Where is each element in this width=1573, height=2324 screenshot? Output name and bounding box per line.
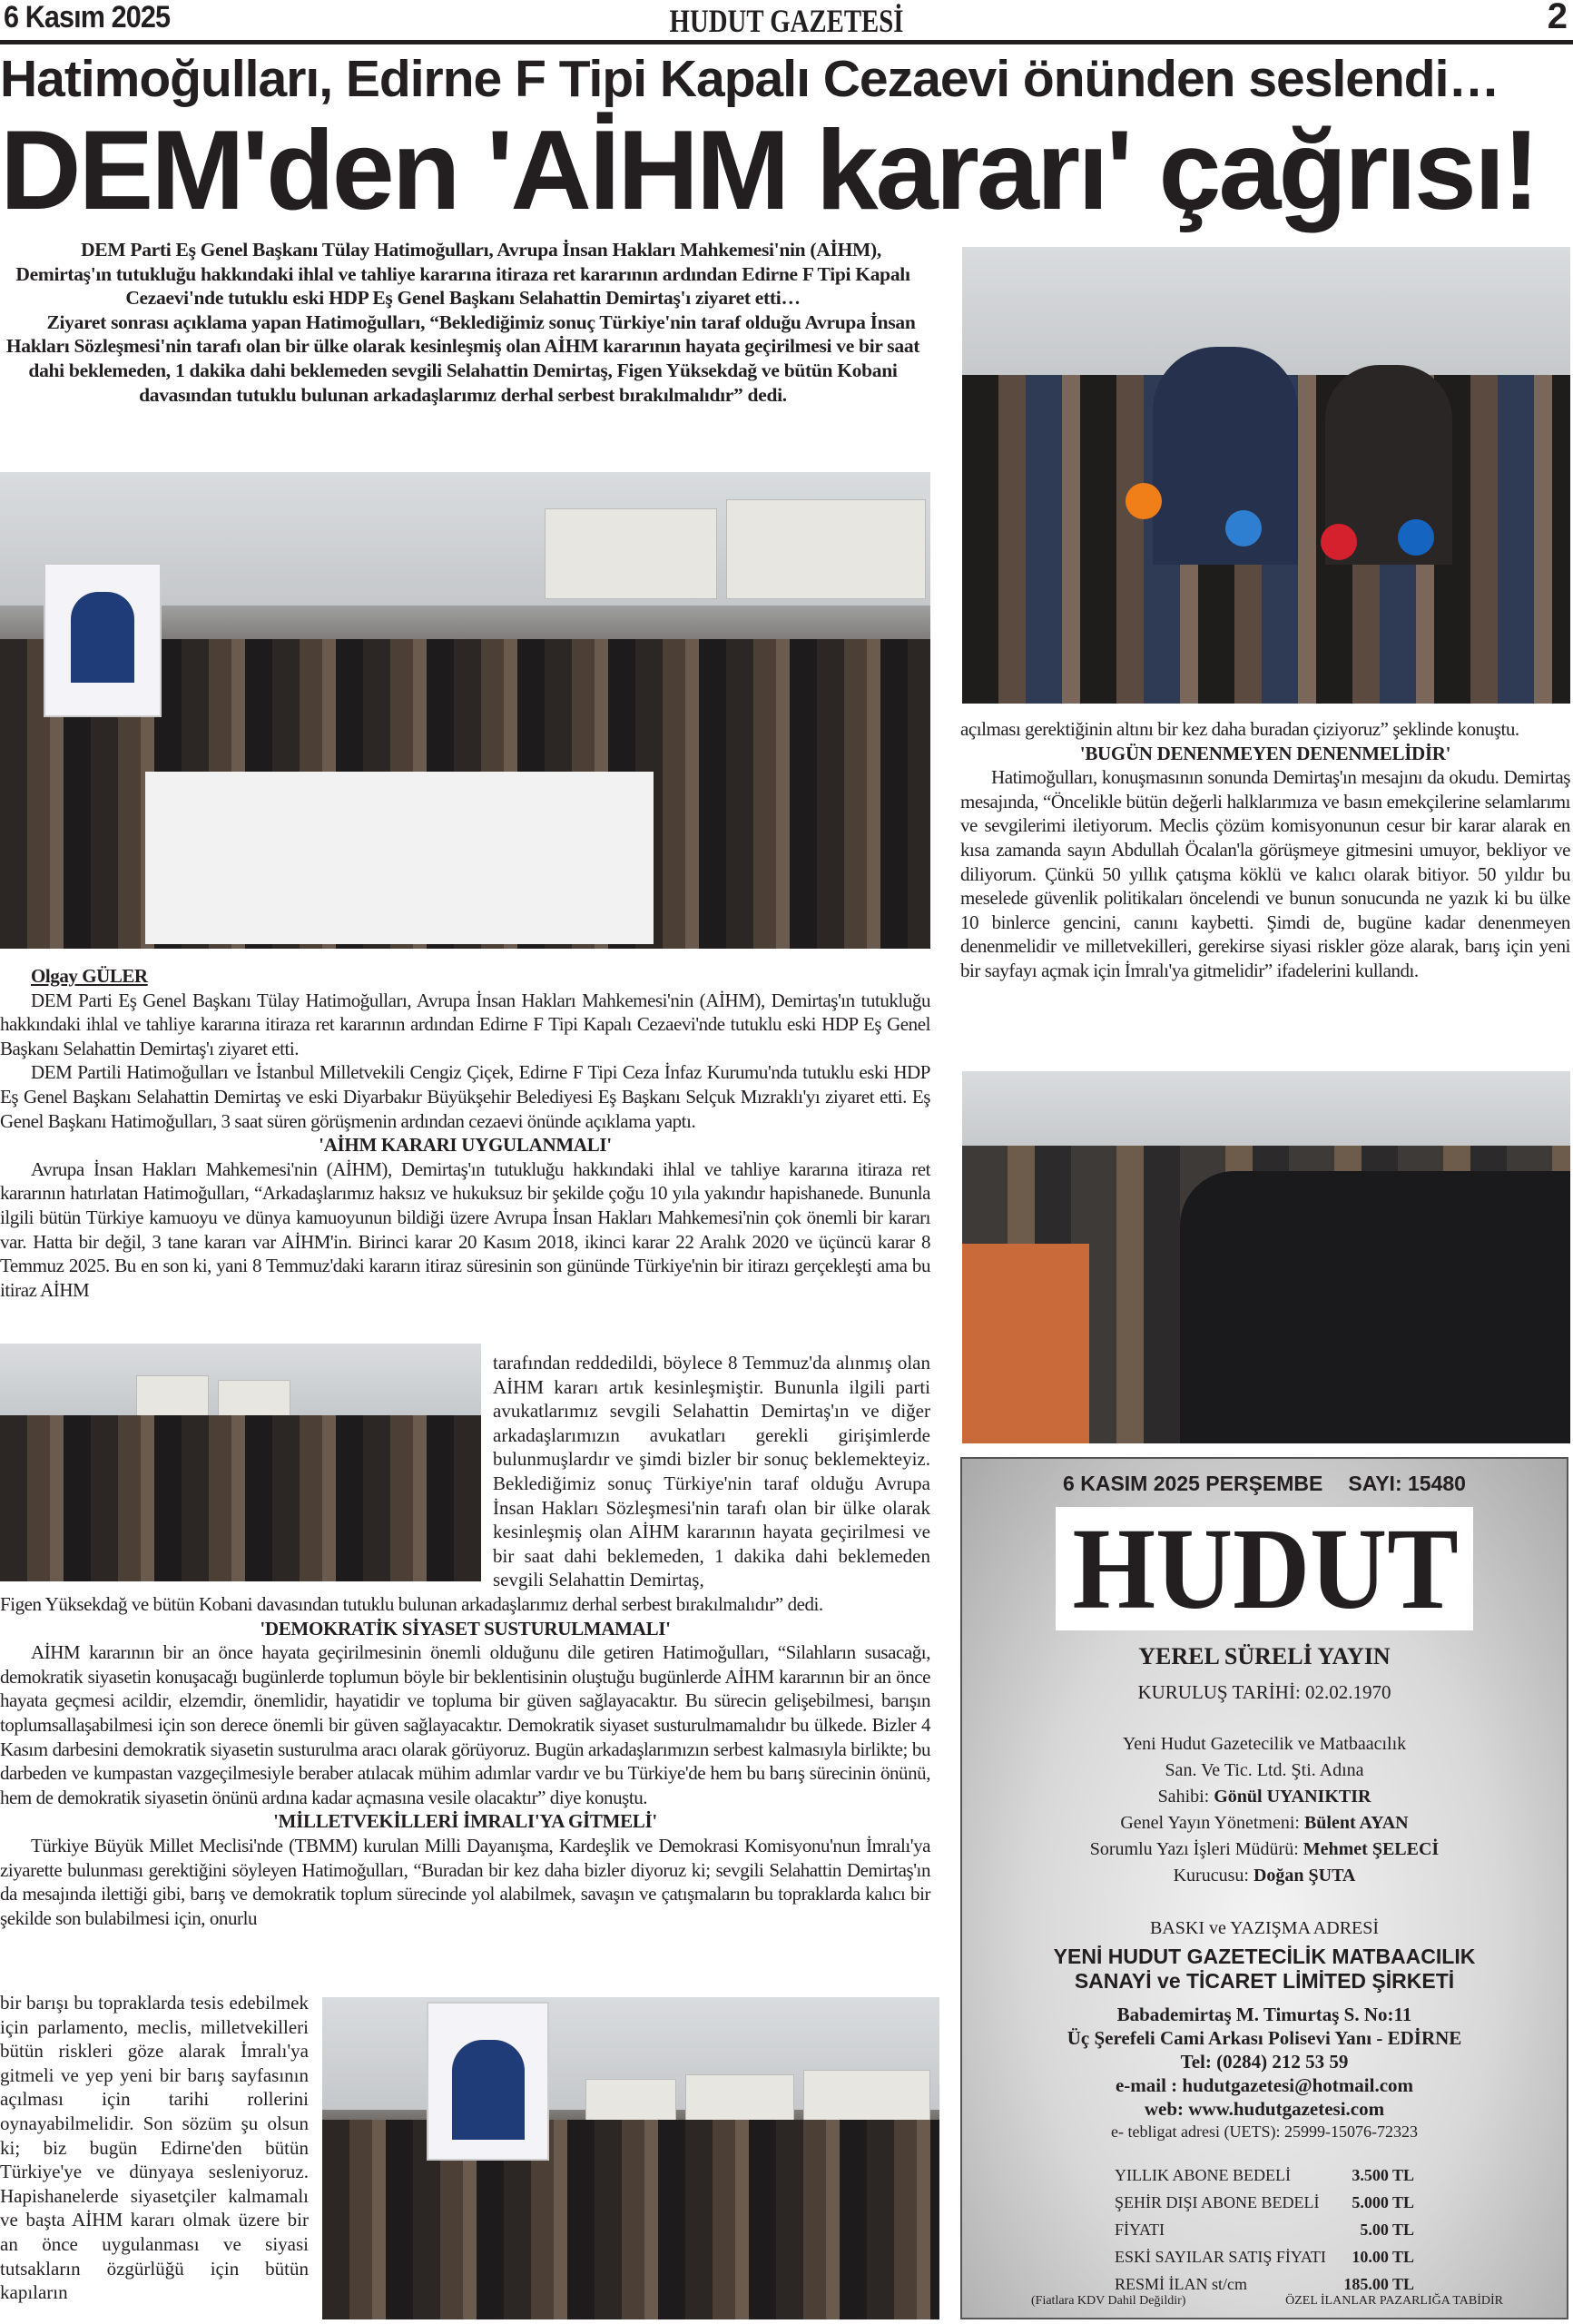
portrait-placard [427,2002,549,2161]
article-body-right [960,717,1570,983]
section-heading: 'AİHM KARARI UYGULANMALI' [319,1134,612,1157]
microphone-icon [1321,524,1357,560]
company-line: Yeni Hudut Gazetecilik ve Matbaacılık [1122,1734,1407,1754]
intro-paragraph: Ziyaret sonrası açıklama yapan Hatimoğulları, “Beklediğimiz sonuç Türkiye'nin taraf olduğu Avrupa İnsan Hakları Sözleşmesi'nin tarafı olan bir ülke olarak kesinleşmiş olan AİHM kararının hayata geçirilmesi ve bir saat dahi beklemeden, 1 dakika dahi beklemeden sevgili Selahattin Demirtaş, Figen Yüksekdağ ve bütün Kobani davasından tutuklu bulunan arkadaşlarımız derhal serbest bırakılmalıdır” dedi. [5,310,920,406]
paragraph: DEM Partili Hatimoğulları ve İstanbul Milletvekili Cengiz Çiçek, Edirne F Tipi Ceza İnfaz Kurumu'nda tutuklu eski HDP Eş Genel Başkanı Selahattin Demirtaş ve eski Diyarbakır Büyükşehir Belediyesi Eş Başkanı Selçuk Mızraklı'yı ziyaret etti. Eş Genel Başkanı Hatimoğulları, 3 saat süren görüşmenin ardından cezaevi önünde açıklama yaptı. [0,1061,930,1132]
photo-press-statement [962,247,1570,704]
address-line: Üç Şerefeli Cami Arkası Polisevi Yanı - EDİRNE [1067,2027,1462,2049]
section-heading: 'MİLLETVEKİLLERİ İMRALI'YA GİTMELİ' [273,1810,657,1833]
photo-car-greeting [962,1071,1570,1443]
byline: Olgay GÜLER [31,965,148,987]
price-row: ESKİ SAYILAR SATIŞ FİYATI 10.00 TL [1115,2248,1414,2266]
banner [145,772,654,944]
section-heading: 'BUGÜN DENENMEYEN DENENMELİDİR' [1079,742,1451,764]
page-number: 2 [1547,0,1568,36]
section-heading: 'DEMOKRATİK SİYASET SUSTURULMAMALI' [260,1617,671,1640]
email: e-mail : hudutgazetesi@hotmail.com [1115,2074,1414,2096]
founding-date: KURULUŞ TARİHİ: 02.02.1970 [1137,1681,1391,1703]
address-line: Babademirtaş M. Timurtaş S. No:11 [1116,2004,1412,2025]
issue-date: 6 Kasım 2025 [4,0,171,34]
staff-list [962,1731,1567,1889]
editor-in-chief: Genel Yayın Yönetmeni: Bülent AYAN [1120,1813,1409,1833]
intro-paragraph: DEM Parti Eş Genel Başkanı Tülay Hatimoğulları, Avrupa İnsan Hakları Mahkemesi'nin (AİHM), Demirtaş'ın tutukluğu hakkındaki ihlal ve tahliye kararına itiraza ret kararının ardından Edirne F Tipi Kapalı Cezaevi'nde tutuklu eski HDP Eş Genel Başkanı Selahattin Demirtaş'ı ziyaret etti… [15,239,910,310]
publication-type: YEREL SÜRELİ YAYIN [1138,1643,1391,1669]
founder: Kurucusu: Doğan ŞUTA [1173,1866,1356,1886]
paragraph: Avrupa İnsan Hakları Mahkemesi'nin (AİHM), Demirtaş'ın tutukluğu hakkındaki ihlal ve tahliye kararına itiraza ret kararının hatırlatan Hatimoğulları, “Arkadaşlarımız haksız ve hukuksuz bir şekilde çoğu 10 yıla yakındır hapishanede. Bununla ilgili bütün Türkiye kamuoyu ve dünya kamuoyunun bildiği üzere Avrupa İnsan Hakları Mahkemesi'nin çok önemli bir kararı var. Hatta bir değil, 3 tane kararı var AİHM'in. Birinci karar 20 Kasım 2018, ikinci karar 22 Aralık 2020 ve üçüncü karar 8 Temmuz 2025. Bu en son ki, yani 8 Temmuz'daki kararın itiraz süresinin son gününde Türkiye'nin bir itirazı gerçekleşti ama bu itiraz AİHM [0,1157,930,1301]
article-body-bottom [0,1991,309,2305]
photo-crowd-placard [322,1997,939,2319]
price-row: RESMİ İLAN st/cm 185.00 TL [1115,2275,1414,2293]
firm-name: YENİ HUDUT GAZETECİLİK MATBAACILIK SANAYİ ve TİCARET LİMİTED ŞİRKETİ [1053,1945,1476,1993]
address-heading: BASKI ve YAZIŞMA ADRESİ [1149,1918,1380,1938]
portrait-placard [44,563,162,717]
paragraph: AİHM kararının bir an önce hayata geçirilmesinin önemli olduğunu dile getiren Hatimoğulları, “Silahların susacağı, demokratik siyasetin konuşacağı bugünlerde toplumun böyle bir beklentisinin oluştuğu bugünlerde AİHM kararının bir an önce hayata geçmesi acildir, elzemdir, önemlidir, hayatidir ve topluma bir güven sağlayacaktır. Bu sürecin gelişebilmesi, barışın toplumsallaşabilmesi için son derece önemli bir güven sağlayacaktır. Demokratik siyaset susturulmamalıdır bu ülkede. Bizler 4 Kasım darbesini demokratik siyasetin susturulma aracı olarak görüyoruz. Bugün arkadaşlarımızın serbest kalmasıyla birlikte; bu darbeden ve kumpastan vazgeçilmesiyle beraber atılacak mühim adımlar vardır ve bu Türkiye'de hem bu barış sürecinin önünü, hem de demokratik siyasetin önünü ardına kadar açmasına vesile olacaktır” diye konuştu. [0,1641,930,1808]
hudut-logo: HUDUT [1056,1507,1473,1630]
owner: Sahibi: Gönül UYANIKTIR [1157,1787,1371,1807]
microphone-icon [1225,510,1262,547]
phone: Tel: (0284) 212 53 59 [1180,2051,1349,2073]
paragraph: Hatimoğulları, konuşmasının sonunda Demirtaş'ın mesajını da okudu. Demirtaş mesajında, “Öncelikle bütün değerli halklarımıza ve basın emekçilerine selamlarımı ve sevgilerimi iletiyorum. Meclis çözüm komisyonunun cesur bir karar alarak en kısa zamanda sayın Abdullah Öcalan'la görüşmeye gitmesini umuyor, bekliyor ve diliyorum. Çünkü 50 yıllık çatışma köklü ve kalıcı olarak bitiyor. 50 yıldır bu meselede güvenlik politikaları öncelendi ve bunun sonucunda ne yazık ki bu ülke 10 binlerce gencini, canını kaybetti. Şimdi de, bugüne kadar denenmeyen denenmelidir ve milletvekilleri, gerekirse siyasi riskler göze alarak, barış için yeni bir sayfayı açmak için İmralı'ya gitmelidir” ifadelerini kullandı. [960,766,1570,981]
price-row: ŞEHİR DIŞI ABONE BEDELİ 5.000 TL [1115,2193,1414,2211]
paragraph: Türkiye Büyük Millet Meclisi'nde (TBMM) kurulan Milli Dayanışma, Kardeşlik ve Demokrasi Komisyonu'nun İmralı'ya ziyarette bulunması gerektiğini söyleyen Hatimoğulları, “Buradan bir kez daha bizler diyoruz ki; sevgili Selahattin Demirtaş'ın da mesajında ilettiği gibi, barış ve demokratik toplum sürecinde yol alabilmek, savaşın ve çatışmaların bu topraklarda kalıcı bir şekilde son bulabilmesi için, onurlu [0,1834,930,1929]
price-list [1115,2162,1414,2298]
paragraph: açılması gerektiğinin altını bir kez daha buradan çiziyoruz” şeklinde konuştu. [960,718,1519,740]
imprint-issue: SAYI: 15480 [1348,1472,1466,1495]
article-body-top [0,964,930,1302]
photo-crowd-banner [0,472,930,949]
company-line: San. Ve Tic. Ltd. Şti. Adına [1165,1760,1364,1780]
article-intro [0,238,926,407]
uets-address: e- tebligat adresi (UETS): 25999-15076-72323 [1111,2122,1418,2141]
website: web: www.hudutgazetesi.com [1144,2098,1385,2120]
paragraph: tarafından reddedildi, böylece 8 Temmuz'da alınmış olan AİHM kararı artık kesinleşmiştir. Bununla ilgili parti avukatlarımız sevgili Selahattin Demirtaş'ın ve diğer arkadaşlarımızın avukatları gerekli girişimlerde bulunmuşlardır ve şimdi bizler bir sonuç beklemekteyiz. Beklediğimiz sonuç Türkiye'nin taraf olduğu Avrupa İnsan Hakları Sözleşmesi'nin tarafı olan bir ülke olarak kesinleşmiş olan AİHM kararının hayata geçirilmesi ve bir saat dahi beklemeden, 1 dakika dahi beklemeden sevgili Selahattin Demirtaş, [493,1352,930,1591]
imprint-box [960,1457,1568,2319]
car [1180,1171,1570,1443]
managing-editor: Sorumlu Yazı İşleri Müdürü: Mehmet ŞELECİ [1089,1839,1440,1859]
headline: DEM'den 'AİHM kararı' çağrısı! [0,108,1538,233]
price-row: FİYATI 5.00 TL [1115,2221,1414,2239]
article-body-middle [0,1592,930,1930]
photo-crowd-small [0,1344,481,1581]
paragraph: bir barışı bu topraklarda tesis edebilmek için parlamento, meclis, milletvekilleri bütün riskleri göze alarak İmralı'ya gitmeli ve yep yeni bir barış sayfasının açılması için tarihi rollerini oynayabilmelidir. Son sözüm şu olsun ki; biz bugün Edirne'den bütün Türkiye'ye ve dünyaya sesleniyoruz. Hapishanelerde siyasetçiler kalmamalı ve başta AİHM kararı olmak üzere bir an önce uygulanması ve siyasi tutsakların özgürlüğü için bütün kapıların [0,1992,309,2304]
paragraph: Figen Yüksekdağ ve bütün Kobani davasından tutuklu bulunan arkadaşlarımız derhal serbest bırakılmalıdır” dedi. [0,1593,823,1615]
price-row: YILLIK ABONE BEDELİ 3.500 TL [1115,2166,1414,2184]
masthead-rule [0,40,1573,44]
subheadline: Hatimoğulları, Edirne F Tipi Kapalı Cezaevi önünden seslendi… [0,50,1499,108]
imprint-date: 6 KASIM 2025 PERŞEMBE [1063,1472,1323,1495]
microphone-icon [1126,483,1162,519]
special-ads-note: ÖZEL İLANLAR PAZARLIĞA TABİDİR [1285,2294,1503,2308]
newspaper-name: HUDUT GAZETESİ [669,3,904,39]
person-orange-jacket [962,1244,1089,1443]
contact-info [962,2003,1567,2121]
paragraph: DEM Parti Eş Genel Başkanı Tülay Hatimoğulları, Avrupa İnsan Hakları Mahkemesi'nin (AİHM), Demirtaş'ın tutukluğu hakkındaki ihlal ve tahliye kararına itiraza ret kararının ardından Edirne F Tipi Kapalı Cezaevi'nde tutuklu eski HDP Eş Genel Başkanı Selahattin Demirtaş'ı ziyaret etti. [0,989,930,1059]
microphone-icon [1398,519,1434,556]
vat-note: (Fiatlara KDV Dahil Değildir) [1031,2294,1186,2308]
article-body-beside-photo [493,1351,930,1592]
